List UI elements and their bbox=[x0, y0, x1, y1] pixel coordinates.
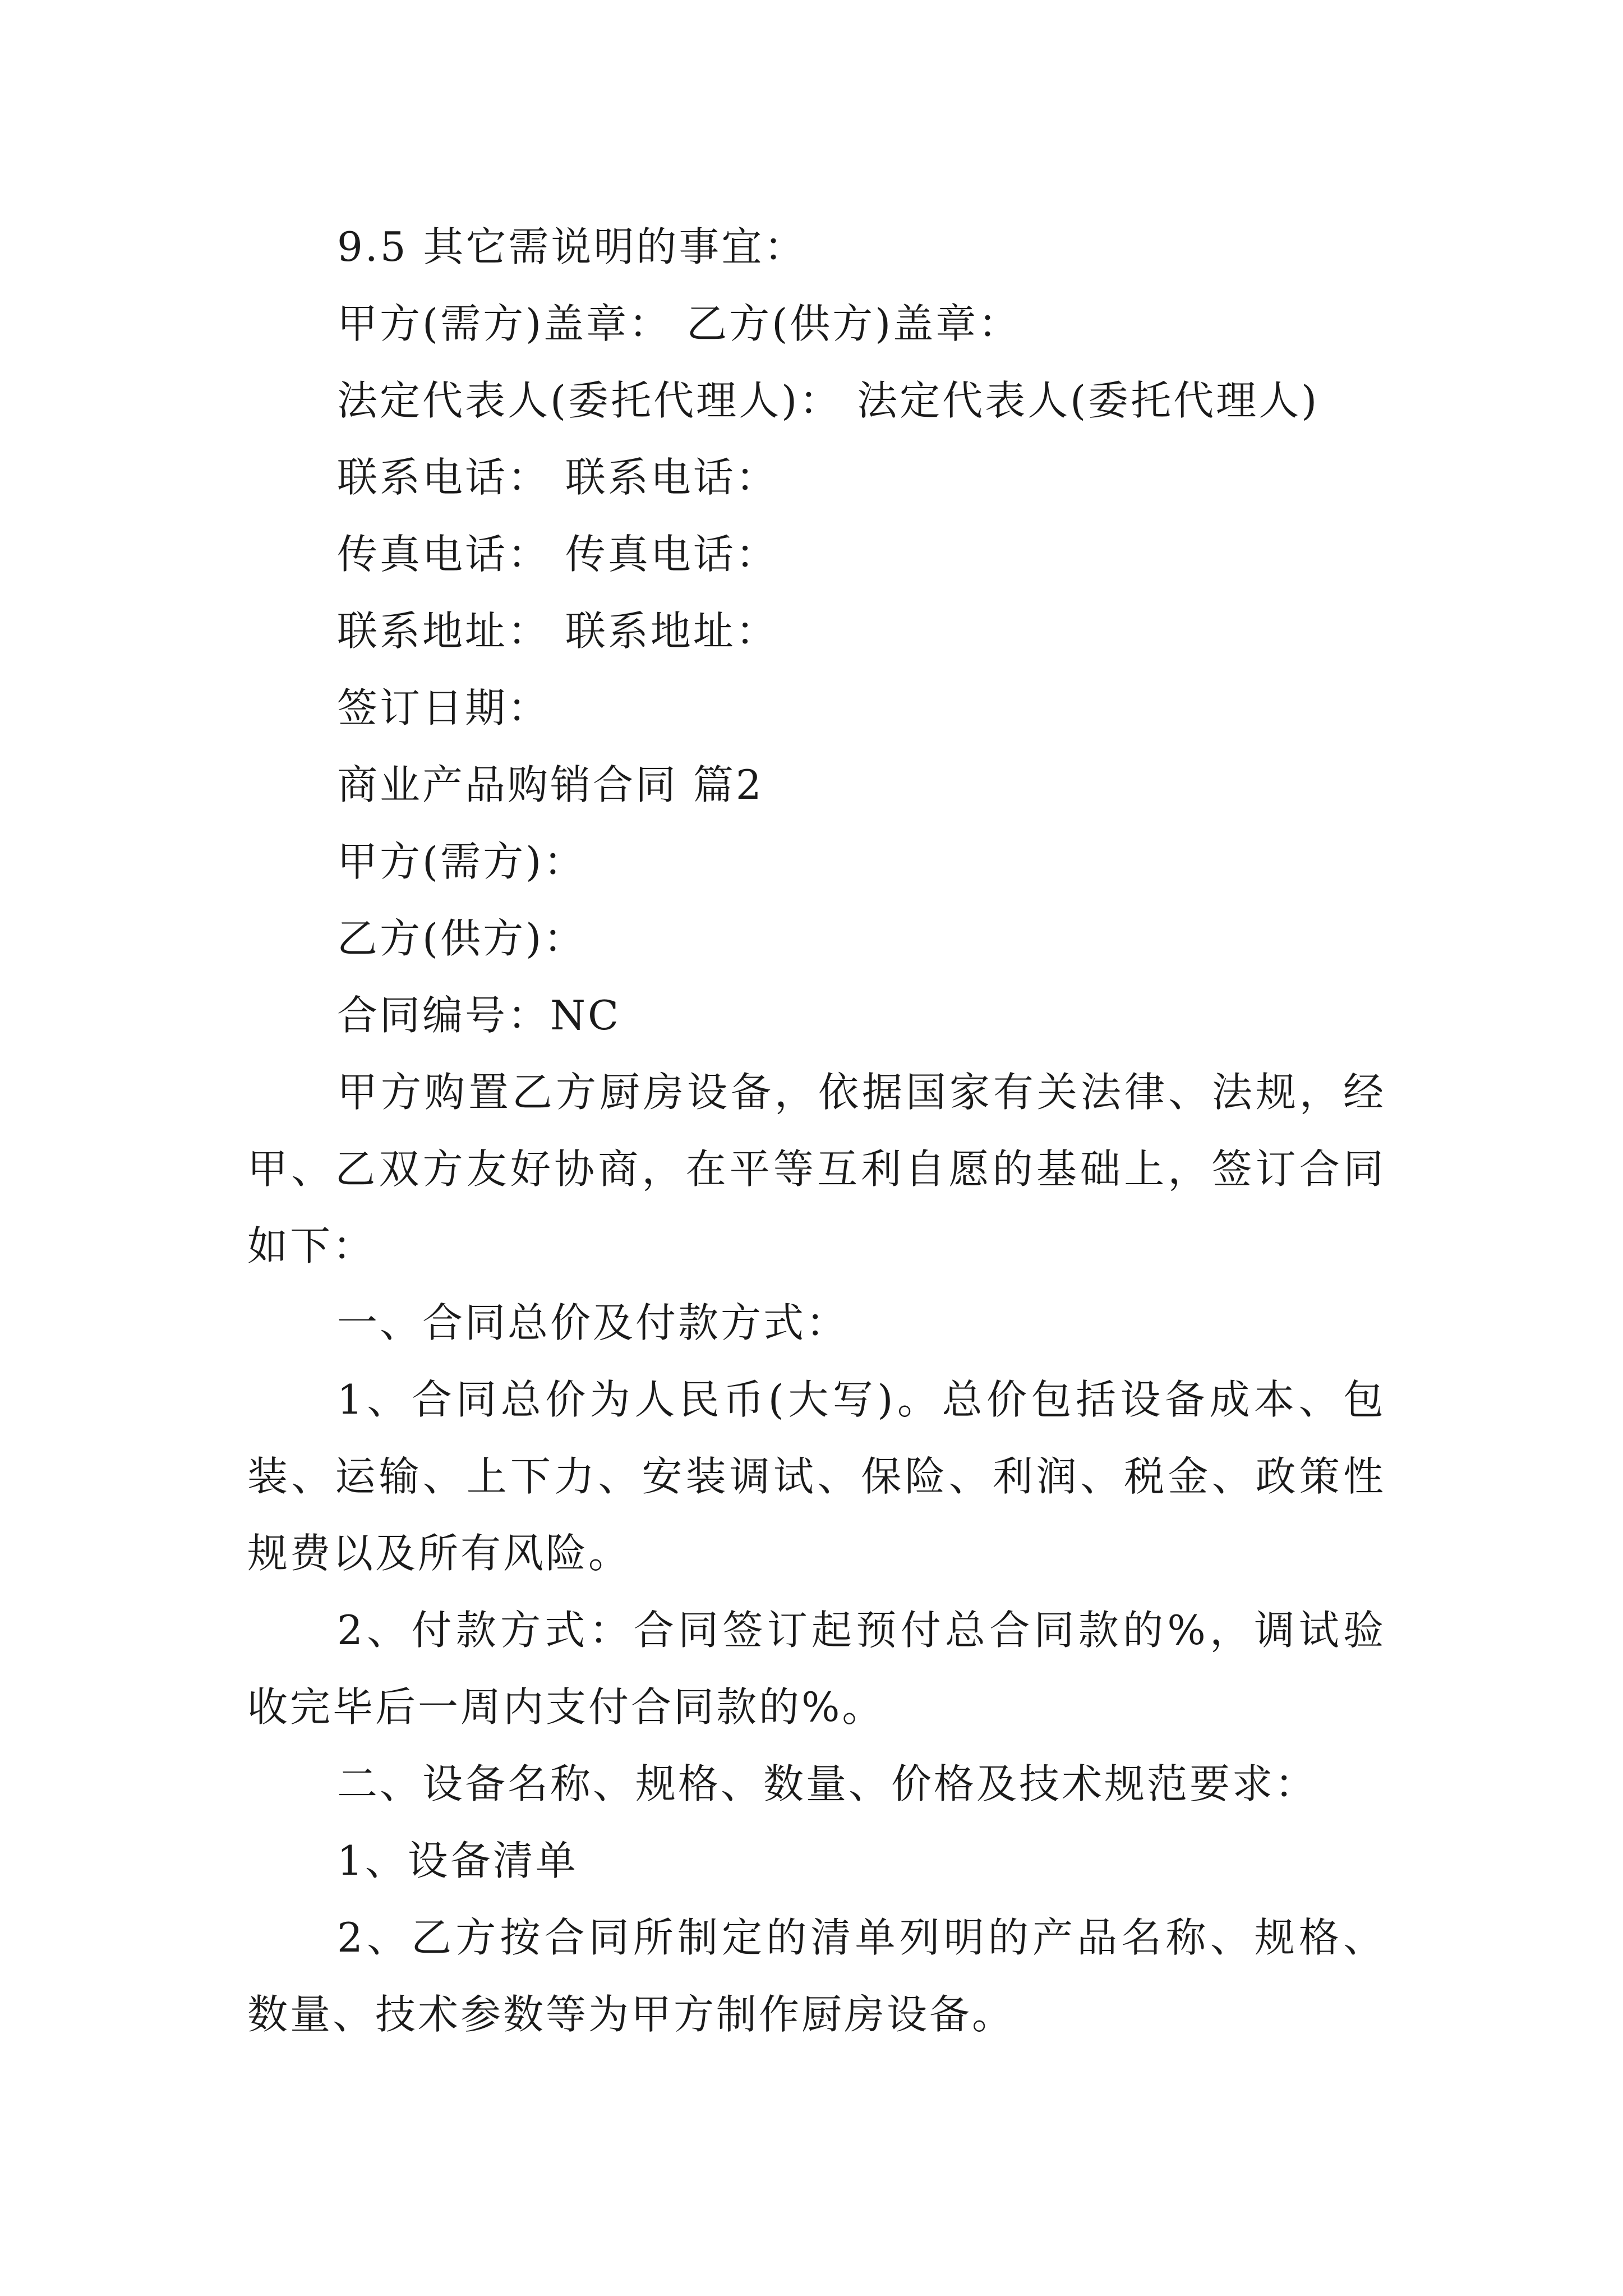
paragraph-section-2-heading: 二、设备名称、规格、数量、价格及技术规范要求： bbox=[337, 1760, 1318, 1807]
paragraph-fax: 传真电话： 传真电话： bbox=[337, 531, 778, 578]
paragraph-contract-number: 合同编号：NC bbox=[337, 992, 621, 1039]
paragraph-sign-date: 签订日期： bbox=[337, 684, 551, 731]
paragraph-address: 联系地址： 联系地址： bbox=[337, 608, 778, 655]
paragraph-party-b: 乙方(供方)： bbox=[337, 915, 587, 962]
paragraph-equipment-list: 1、设备清单 bbox=[337, 1837, 578, 1884]
paragraph-party-a: 甲方(需方)： bbox=[337, 838, 587, 885]
paragraph-equipment-spec: 2、乙方按合同所制定的清单列明的产品名称、规格、数量、技术参数等为甲方制作厨房设备。 bbox=[247, 1914, 1386, 2038]
paragraph-payment-method: 2、付款方式：合同签订起预付总合同款的%，调试验收完毕后一周内支付合同款的%。 bbox=[247, 1607, 1386, 1731]
paragraph-preamble: 甲方购置乙方厨房设备，依据国家有关法律、法规，经甲、乙双方友好协商，在平等互利自愿的基础上，签订合同如下： bbox=[247, 1069, 1386, 1269]
paragraph-section-1-heading: 一、合同总价及付款方式： bbox=[337, 1299, 849, 1346]
paragraph-contact-phone: 联系电话： 联系电话： bbox=[337, 454, 778, 501]
paragraph-total-price: 1、合同总价为人民币(大写)。总价包括设备成本、包装、运输、上下力、安装调试、保险、利润、税金、政策性规费以及所有风险。 bbox=[247, 1376, 1386, 1577]
document-body bbox=[247, 209, 1386, 2053]
paragraph-legal-representative: 法定代表人(委托代理人)： 法定代表人(委托代理人) bbox=[337, 377, 1320, 424]
paragraph-other-matters: 9.5 其它需说明的事宜： bbox=[337, 223, 807, 270]
paragraph-seals: 甲方(需方)盖章： 乙方(供方)盖章： bbox=[337, 300, 1021, 347]
paragraph-contract-title: 商业产品购销合同 篇2 bbox=[337, 761, 764, 808]
